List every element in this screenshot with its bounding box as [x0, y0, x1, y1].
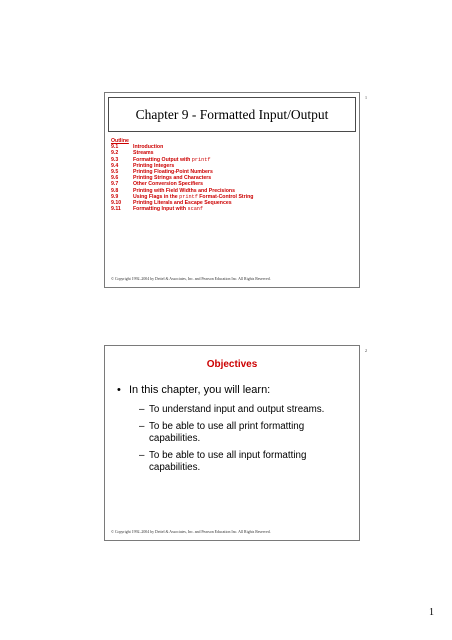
outline-item: [111, 206, 253, 212]
sub-bullet-list: [117, 404, 349, 474]
slide-2: [104, 345, 367, 541]
outline-item-label: Formatting Input with: [133, 206, 188, 213]
sub-bullet-item: [139, 450, 349, 474]
page-number: 1: [429, 607, 434, 618]
outline-item-number: 9.4: [111, 162, 119, 169]
outline-item-label: Printing Literals and Escape Sequences: [133, 200, 232, 207]
slide-title: Objectives: [206, 359, 258, 370]
slide-1: [104, 92, 367, 288]
outline-list: [111, 144, 253, 212]
slide-title: Chapter 9 - Formatted Input/Output: [135, 106, 329, 122]
outline-item-label: Printing with Field Widths and Precisions: [133, 187, 235, 194]
sub-bullet-text: To understand input and output streams.: [149, 404, 325, 415]
outline-item-label: Other Conversion Specifiers: [133, 181, 204, 188]
slide-number: 2: [365, 348, 367, 353]
dash-icon: –: [139, 421, 145, 432]
dash-icon: –: [139, 404, 145, 415]
outline-item-code: scanf: [187, 206, 204, 213]
outline-item-label: Streams: [133, 150, 154, 157]
outline-item-label: Using Flags in the: [133, 193, 180, 200]
outline-item-suffix: Format-Control String: [197, 193, 254, 200]
copyright-text: © Copyright 1992–2004 by Deitel & Associates, Inc. and Pearson Education Inc. All Rights Reserved.: [111, 530, 271, 534]
outline-item-number: 9.5: [111, 169, 119, 176]
sub-bullet-text: To be able to use all print formatting capabilities.: [149, 421, 305, 444]
outline-item-number: 9.11: [111, 206, 121, 213]
outline-item-number: 9.3: [111, 156, 119, 163]
outline-item-label: Formatting Output with: [133, 156, 192, 163]
bullet-list: [117, 384, 349, 479]
sub-bullet-item: [139, 421, 349, 445]
outline-item-number: 9.10: [111, 200, 122, 207]
bullet-text: In this chapter, you will learn:: [129, 384, 271, 396]
outline-item-number: 9.2: [111, 150, 119, 157]
outline-heading: Outline: [111, 138, 129, 144]
outline-item-number: 9.7: [111, 181, 119, 188]
outline-item-number: 9.9: [111, 193, 119, 200]
copyright-text: © Copyright 1992–2004 by Deitel & Associates, Inc. and Pearson Education Inc. All Rights Reserved.: [111, 277, 271, 281]
outline-item-label: Printing Integers: [133, 162, 175, 169]
outline-item-text: [133, 206, 203, 212]
outline-item-label: Printing Floating-Point Numbers: [133, 169, 213, 176]
bullet-item: [117, 384, 349, 396]
bullet-icon: •: [117, 384, 121, 396]
sub-bullet-text: To be able to use all input formatting capabilities.: [149, 450, 307, 473]
dash-icon: –: [139, 450, 145, 461]
outline-item-label: Printing Strings and Characters: [133, 175, 212, 182]
sub-bullet-item: [139, 404, 349, 416]
title-box: [108, 97, 356, 132]
outline-item-number: 9.8: [111, 187, 119, 194]
slide-number: 1: [365, 95, 367, 100]
outline-item-number: 9.1: [111, 144, 119, 151]
outline-item-number: 9.6: [111, 175, 119, 182]
outline: [111, 138, 253, 212]
outline-item-label: Introduction: [133, 144, 164, 151]
outline-item-code: printf: [191, 156, 211, 163]
outline-item-code: printf: [179, 193, 198, 200]
